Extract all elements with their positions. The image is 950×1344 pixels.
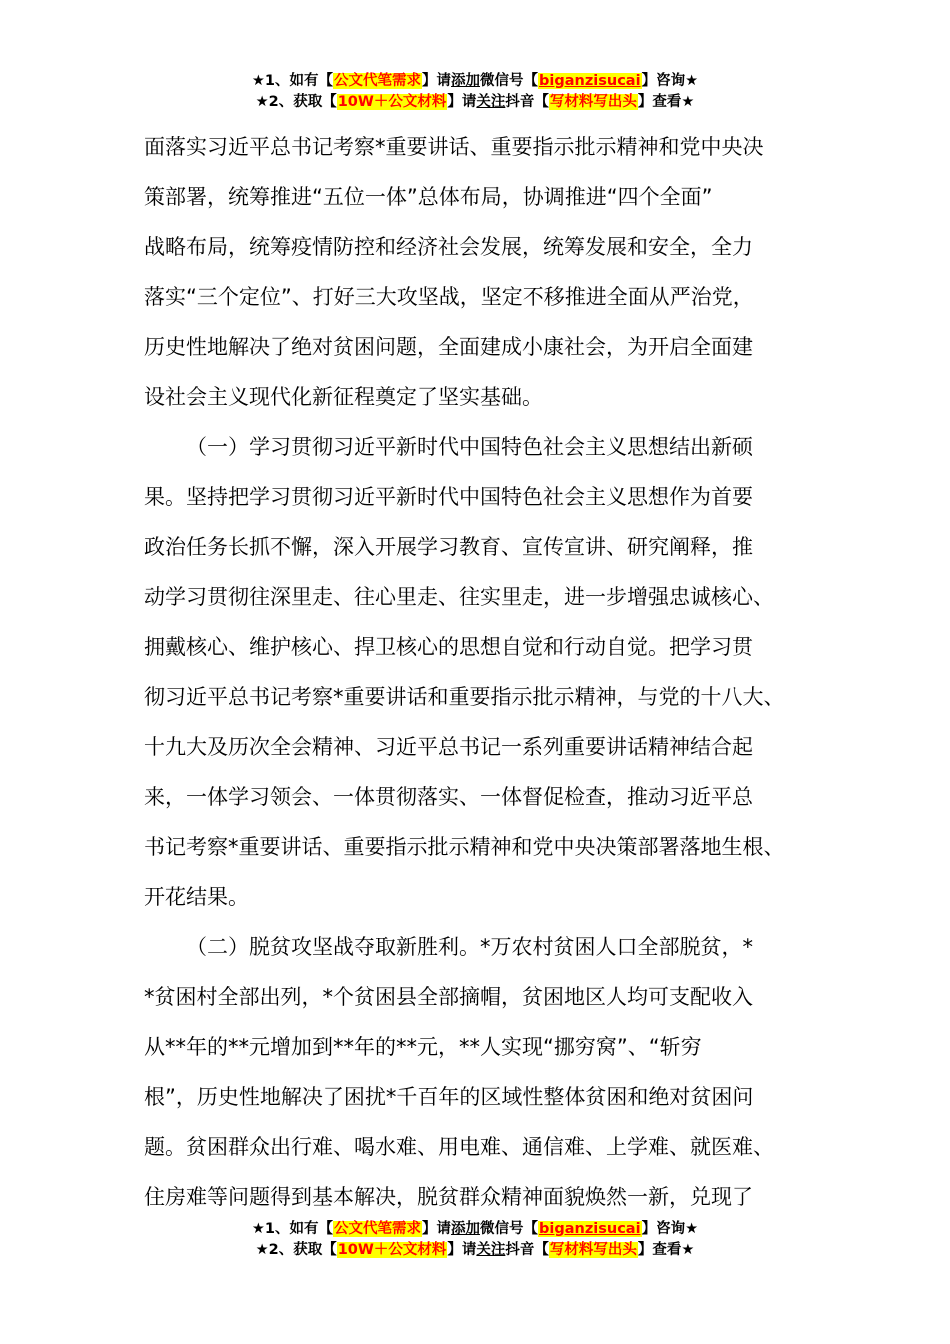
banner-underline-add: 添加 <box>451 73 481 89</box>
body-line: 面落实习近平总书记考察*重要讲话、重要指示批示精神和党中央决 <box>144 135 764 159</box>
footer-line-1-prefix: ★1、如有【 <box>251 1221 334 1237</box>
body-line: 开花结果。 <box>144 885 249 909</box>
banner-line-2 <box>0 92 950 113</box>
banner-highlight-douyin: 写材料写出头 <box>549 94 637 110</box>
footer-line-1-mid: 】请 <box>422 1221 452 1237</box>
section-heading-1: （一）学习贯彻习近平新时代中国特色社会主义思想结出新硕 <box>186 435 753 459</box>
banner-underline-follow: 关注 <box>476 94 506 110</box>
banner-line-2-mid: 】请 <box>447 94 477 110</box>
footer-banner-line-2 <box>0 1240 950 1261</box>
footer-underline-follow: 关注 <box>476 1242 506 1258</box>
banner-line-1-prefix: ★1、如有【 <box>251 73 334 89</box>
footer-underline-add: 添加 <box>451 1221 481 1237</box>
body-line: 动学习贯彻往深里走、往心里走、往实里走，进一步增强忠诚核心、 <box>144 585 774 609</box>
body-line: 落实“三个定位”、打好三大攻坚战，坚定不移推进全面从严治党， <box>144 285 754 309</box>
body-line: *贫困村全部出列，*个贫困县全部摘帽，贫困地区人均可支配收入 <box>144 985 753 1009</box>
body-line: 题。贫困群众出行难、喝水难、用电难、通信难、上学难、就医难、 <box>144 1135 774 1159</box>
body-line: 拥戴核心、维护核心、捍卫核心的思想自觉和行动自觉。把学习贯 <box>144 635 753 659</box>
body-line: 来，一体学习领会、一体贯彻落实、一体督促检查，推动习近平总 <box>144 785 753 809</box>
body-line: 书记考察*重要讲话、重要指示批示精神和党中央决策部署落地生根、 <box>144 835 785 859</box>
footer-highlight-douyin: 写材料写出头 <box>549 1242 637 1258</box>
header-banner <box>0 71 950 113</box>
body-line: 战略布局，统筹疫情防控和经济社会发展，统筹发展和安全，全力 <box>144 235 753 259</box>
banner-line-1 <box>0 71 950 92</box>
footer-line-2-suffix: 】查看★ <box>637 1242 695 1258</box>
footer-banner <box>0 1219 950 1261</box>
body-line: 设社会主义现代化新征程奠定了坚实基础。 <box>144 385 543 409</box>
body-line: 十九大及历次全会精神、习近平总书记一系列重要讲话精神结合起 <box>144 735 753 759</box>
body-line: 彻习近平总书记考察*重要讲话和重要指示批示精神，与党的十八大、 <box>144 685 785 709</box>
banner-line-2-prefix: ★2、获取【 <box>255 94 337 110</box>
body-line: 从**年的**元增加到**年的**元，**人实现“挪穷窝”、“斩穷 <box>144 1035 702 1059</box>
body-line: 策部署，统筹推进“五位一体”总体布局，协调推进“四个全面” <box>144 185 713 209</box>
footer-line-2-mid: 】请 <box>447 1242 477 1258</box>
banner-line-2-mid2: 抖音【 <box>505 94 549 110</box>
banner-line-1-mid2: 微信号【 <box>480 73 539 89</box>
footer-highlight-wechat-id: biganzisucai <box>539 1221 641 1237</box>
body-line: 政治任务长抓不懈，深入开展学习教育、宣传宣讲、研究阐释，推 <box>144 535 753 559</box>
body-line: 历史性地解决了绝对贫困问题，全面建成小康社会，为开启全面建 <box>144 335 753 359</box>
body-line: 住房难等问题得到基本解决，脱贫群众精神面貌焕然一新，兑现了 <box>144 1185 753 1209</box>
banner-line-1-suffix: 】咨询★ <box>641 73 699 89</box>
banner-highlight-materials: 10W＋公文材料 <box>337 94 447 110</box>
banner-line-2-suffix: 】查看★ <box>637 94 695 110</box>
footer-line-2-mid2: 抖音【 <box>505 1242 549 1258</box>
footer-line-2-prefix: ★2、获取【 <box>255 1242 337 1258</box>
document-body <box>144 122 824 1222</box>
footer-highlight-service: 公文代笔需求 <box>334 1221 422 1237</box>
banner-highlight-wechat-id: biganzisucai <box>539 73 641 89</box>
section-heading-2: （二）脱贫攻坚战夺取新胜利。*万农村贫困人口全部脱贫，* <box>186 935 753 959</box>
banner-highlight-service: 公文代笔需求 <box>334 73 422 89</box>
banner-line-1-mid: 】请 <box>422 73 452 89</box>
footer-line-1-mid2: 微信号【 <box>480 1221 539 1237</box>
footer-highlight-materials: 10W＋公文材料 <box>337 1242 447 1258</box>
footer-line-1-suffix: 】咨询★ <box>641 1221 699 1237</box>
body-line: 果。坚持把学习贯彻习近平新时代中国特色社会主义思想作为首要 <box>144 485 753 509</box>
footer-banner-line-1 <box>0 1219 950 1240</box>
body-line: 根”，历史性地解决了困扰*千百年的区域性整体贫困和绝对贫困问 <box>144 1085 754 1109</box>
